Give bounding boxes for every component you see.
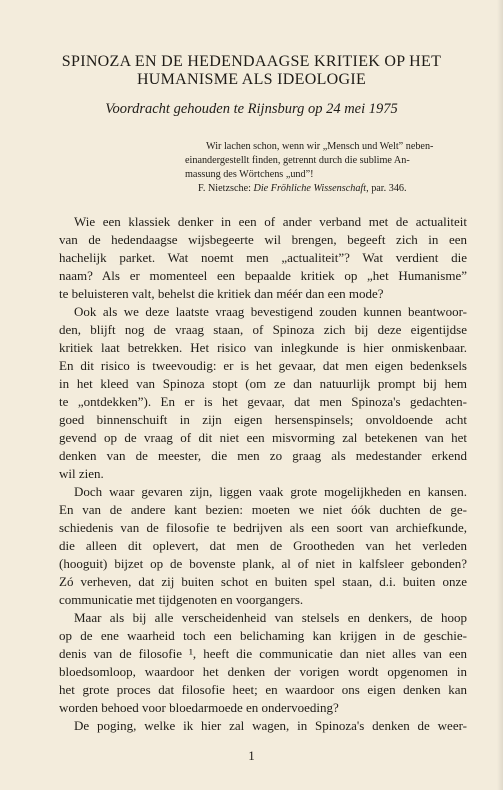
body-line: die alleen dit oplevert, dat men de Grootheden van het verleden — [59, 538, 467, 553]
body-line: En van de andere kant bezien: moeten we niet óók duchten de ge- — [59, 502, 467, 517]
motto-line: einandergestellt finden, getrennt durch die sublime An- — [185, 155, 410, 166]
body-line: worden behoed voor bloedarmoede en ondervoeding? — [59, 700, 339, 715]
body-line: Maar als bij alle verscheidenheid van stelsels en denkers, de hoop — [74, 610, 467, 625]
body-line: Doch waar gevaren zijn, liggen vaak grote mogelijkheden en kansen. — [74, 484, 467, 499]
body-line: gevend op de vraag of dit niet een misvorming zal betekenen van het — [59, 430, 467, 445]
body-line: goed binnenschuift in zijn eigen hersenspinsels; onvoldoende acht — [59, 412, 467, 427]
body-line: Ook als we deze laatste vraag bevestigend zouden kunnen beantwoor- — [74, 304, 467, 319]
body-line: den, blijft nog de vraag staan, of Spinoza zich bij deze eigentijdse — [59, 322, 467, 337]
body-line: bloedsomloop, waardoor het denken der vorigen wordt opgenomen in — [59, 664, 467, 679]
body-line: naam? Als er momenteel een bepaalde kritiek op „het Humanisme” — [59, 268, 467, 283]
body-line: De poging, welke ik hier zal wagen, in Spinoza's denken de weer- — [74, 718, 467, 733]
motto-line: massung des Wörtchens „und”! — [185, 169, 314, 180]
body-line: wil zien. — [59, 466, 104, 481]
attribution-work: Die Fröhliche Wissenschaft — [253, 183, 367, 194]
motto-line: Wir lachen schon, wenn wir „Mensch und Welt” neben- — [206, 141, 434, 152]
body-line: in het kleed van Spinoza stopt (om ze dan natuurlijk prompt bij hem — [59, 376, 467, 391]
body-line: hachelijk parket. Wat noemt men „actualiteit”? Wat verdient die — [59, 250, 467, 265]
body-line: Wie een klassiek denker in een of ander verband met de actualiteit — [74, 214, 467, 229]
chapter-title-line-2: HUMANISME ALS IDEOLOGIE — [136, 71, 367, 88]
body-line: communicatie met tijdgenoten en voorgangers. — [59, 592, 304, 607]
body-line: (hooguit) bijzet op de bovenste plank, al of niet in kalfsleer gebonden? — [59, 556, 467, 571]
attribution-author: F. Nietzsche: — [198, 183, 254, 194]
body-line: En dit risico is tweevoudig: er is het gevaar, dat men eigen bedenksels — [59, 358, 467, 373]
body-line: Zó verheven, dat zij buiten schot en buiten spel staan, d.i. buiten onze — [59, 574, 467, 589]
body-line: denken van de meester, die men zo graag als medestander erkend — [59, 448, 467, 463]
attribution-paragraph: , par. 346. — [366, 183, 407, 194]
body-line: schiedenis van de filosofie te bedrijven als een soort van archiefkunde, — [59, 520, 467, 535]
body-line: te „ontdekken”). En er is het gevaar, dat men Spinoza's gedachten- — [59, 394, 467, 409]
body-line: van de hedendaagse wijsbegeerte wil brengen, begeeft zich in een — [59, 232, 467, 247]
chapter-title-line-1: SPINOZA EN DE HEDENDAAGSE KRITIEK OP HET — [61, 53, 442, 70]
body-line: kritiek laat betrekken. Het risico van inlegkunde is hier onmiskenbaar. — [59, 340, 467, 355]
motto-attribution — [198, 182, 480, 196]
body-line: denis van de filosofie ¹, heeft die communicatie dan niet alles van een — [59, 646, 467, 661]
body-line: het grote proces dat filosofie heet; en waardoor ons eigen denken kan — [59, 682, 467, 697]
body-line: op de ene waarheid toch een belichaming kan krijgen in de geschie- — [59, 628, 467, 643]
chapter-subtitle: Voordracht gehouden te Rijnsburg op 24 mei 1975 — [105, 101, 398, 117]
body-line: te beluisteren valt, behelst die kritiek dan méér dan een mode? — [59, 286, 384, 301]
page-number: 1 — [248, 748, 255, 763]
